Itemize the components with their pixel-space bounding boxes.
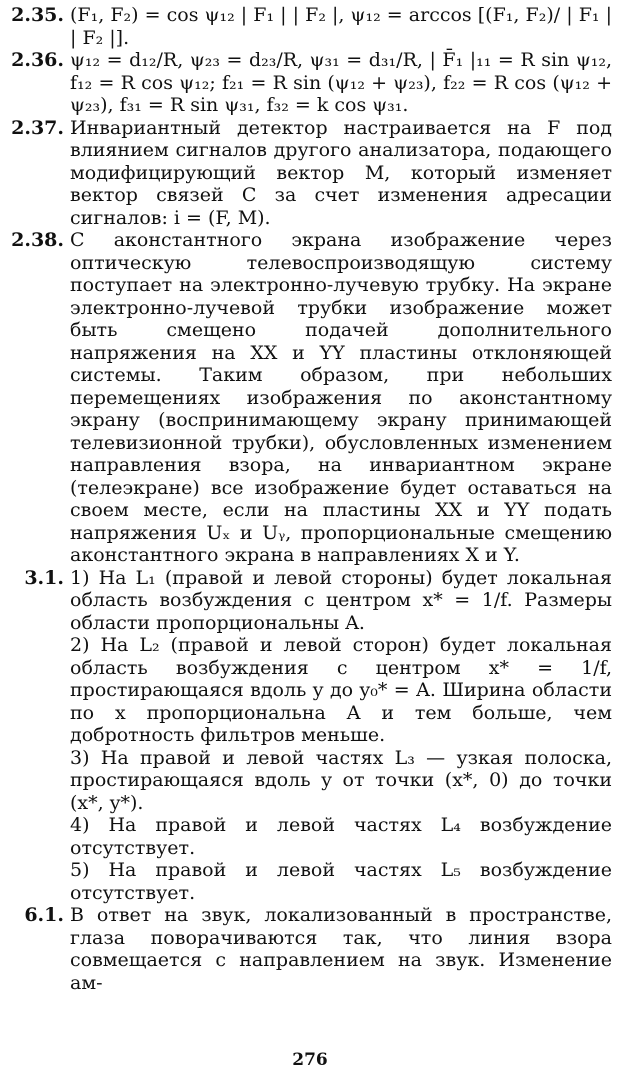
entry-text-part-4: 4) На правой и левой частях L₄ возбуждение отсутствует.: [70, 814, 612, 859]
entry-body: [70, 229, 612, 567]
entry-text: Инвариантный детектор настраивается на F под влиянием сигналов другого анализатора, подающего модифицирующий вектор M, который изменяет вектор связей C за счет изменения адресации сигналов: i = (F, M).: [70, 116, 612, 229]
entry-body: [70, 4, 612, 49]
entry-number: 6.1.: [24, 904, 64, 926]
entry-number: 2.38.: [11, 229, 64, 251]
entry-2-36: [2, 49, 612, 117]
entry-number: 2.36.: [11, 49, 64, 71]
entry-2-37: [2, 117, 612, 230]
page-number: 276: [292, 1050, 328, 1070]
entry-body: [70, 49, 612, 117]
entry-number: 2.35.: [11, 4, 64, 26]
entry-2-38: [2, 229, 612, 567]
entry-6-1: [2, 904, 612, 994]
entry-text: С аконстантного экрана изображение через оптическую телевоспроизводящую систему поступает на электронно-лучевую трубку. На экране электронно-лучевой трубки изображение может быть смещено подачей дополнительного напряжения на XX и YY пластины отклоняющей системы. Таким образом, при небольших перемещениях изображения по аконстантному экрану (воспринимающему экрану принимающей телевизионной трубки), обусловленных изменением направления взора, на инвариантном экране (телеэкране) все изображение будет оставаться на своем месте, если на пластины XX и YY подать напряжения Uₓ и Uᵧ, пропорциональные смещению аконстантного экрана в направлениях X и Y.: [70, 229, 612, 566]
entry-body: [70, 567, 612, 905]
entry-text: (F₁, F₂) = cos ψ₁₂ | F₁ | | F₂ |, ψ₁₂ = arccos [(F₁, F₂)/ | F₁ | | F₂ |].: [70, 4, 612, 49]
entry-body: [70, 117, 612, 230]
entry-text-part-2: 2) На L₂ (правой и левой сторон) будет локальная область возбуждения с центром x* = 1/f, простирающаяся вдоль y до y₀* = A. Ширина области по x пропорциональна A и тем больше, чем добротность фильтров меньше.: [70, 634, 612, 746]
entry-3-1: [2, 567, 612, 905]
entry-text: ψ₁₂ = d₁₂/R, ψ₂₃ = d₂₃/R, ψ₃₁ = d₃₁/R, | F̄₁ |₁₁ = R sin ψ₁₂, f₁₂ = R cos ψ₁₂; f₂₁ = R sin (ψ₁₂ + ψ₂₃), f₂₂ = R cos (ψ₁₂ + ψ₂₃), f₃₁ = R sin ψ₃₁, f₃₂ = k cos ψ₃₁.: [70, 49, 612, 116]
entry-number: 3.1.: [24, 566, 64, 589]
entry-2-35: [2, 4, 612, 49]
entry-text-part-5: 5) На правой и левой частях L₅ возбуждение отсутствует.: [70, 859, 612, 904]
entry-text-part-1: 1) На L₁ (правой и левой стороны) будет локальная область возбуждения с центром x* = 1/f. Размеры области пропорциональны A.: [70, 566, 612, 634]
entry-body: [70, 904, 612, 994]
entry-text-part-3: 3) На правой и левой частях L₃ — узкая полоска, простирающаяся вдоль y от точки (x*, 0) до точки (x*, y*).: [70, 746, 612, 814]
entry-text: В ответ на звук, локализованный в пространстве, глаза поворачиваются так, что линия взора совмещается с направлением на звук. Изменение ам-: [70, 904, 612, 994]
entry-number: 2.37.: [11, 116, 64, 139]
